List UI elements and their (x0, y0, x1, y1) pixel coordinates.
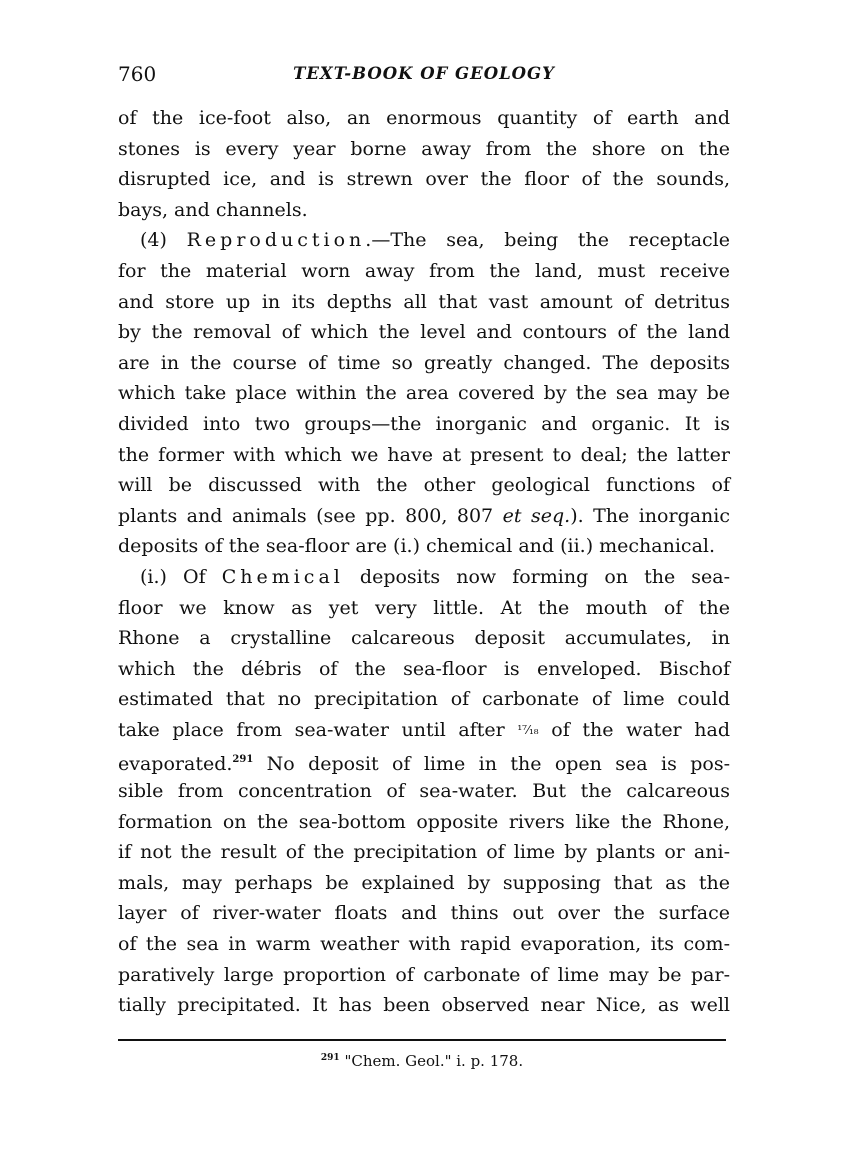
text-line (118, 715, 730, 746)
text-line: bays, and channels. (118, 198, 308, 221)
text-line: mals, may perhaps be explained by supposing that as the (118, 871, 730, 894)
text-line: will be discussed with the other geological functions of (118, 474, 730, 497)
text-line: floor we know as yet very little. At the mouth of the (118, 596, 730, 619)
text-line: stones is every year borne away from the shore on the (118, 137, 730, 160)
footnote-marker: 291 (320, 1053, 340, 1063)
text-fragment: ). The inorganic (570, 504, 731, 527)
text-line: Rhone a crystalline calcareous deposit accumulates, in (118, 627, 730, 650)
text-fragment: take place from sea-water until after (118, 718, 518, 741)
text-fragment: No deposit of lime in the open sea is pos- (253, 753, 730, 776)
text-line: divided into two groups—the inorganic and organic. It is (118, 412, 730, 435)
footnote-text: "Chem. Geol." i. p. 178. (344, 1052, 524, 1070)
text-line: and store up in its depths all that vast amount of detritus (118, 290, 730, 313)
text-line: which take place within the area covered by the sea may be (118, 382, 730, 405)
text-line (118, 745, 730, 776)
footnote (118, 1052, 726, 1070)
section-heading-reproduction: Reproduction (186, 229, 366, 252)
text-fragment: plants and animals (see pp. 800, 807 (118, 504, 503, 527)
text-line: formation on the sea-bottom opposite rivers like the Rhone, (118, 810, 730, 833)
text-line: of the ice-foot also, an enormous quantity of earth and (118, 107, 730, 129)
running-title: TEXT-BOOK OF GEOLOGY (293, 64, 555, 83)
page-header (118, 62, 730, 88)
footnote-divider (118, 1039, 726, 1041)
text-line: deposits of the sea-floor are (i.) chemical and (ii.) mechanical. (118, 535, 716, 558)
text-line (118, 562, 730, 593)
text-fragment: evaporated. (118, 753, 233, 776)
text-fragment: of the water had (538, 718, 730, 741)
text-line (118, 501, 730, 532)
text-line: for the material worn away from the land, must receive (118, 259, 730, 282)
fraction: ¹⁷⁄₁₈ (517, 722, 539, 737)
text-line: estimated that no precipitation of carbonate of lime could (118, 688, 730, 711)
text-fragment: .—The sea, being the receptacle (365, 229, 730, 252)
text-line: paratively large proportion of carbonate of lime may be par- (118, 963, 730, 986)
body-text (118, 103, 730, 1021)
text-line: by the removal of which the level and contours of the land (118, 321, 730, 344)
text-line: if not the result of the precipitation of lime by plants or ani- (118, 841, 730, 864)
text-line: of the sea in warm weather with rapid evaporation, its com- (118, 933, 730, 956)
footnote-reference[interactable]: 291 (232, 754, 254, 766)
text-line: layer of river-water floats and thins out over the surface (118, 902, 730, 925)
text-line: sible from concentration of sea-water. But the calcareous (118, 780, 730, 803)
text-line: tially precipitated. It has been observed near Nice, as well (118, 994, 730, 1017)
text-line: are in the course of time so greatly changed. The deposits (118, 351, 730, 374)
text-line: the former with which we have at present to deal; the latter (118, 443, 730, 466)
text-fragment: (4) (140, 229, 187, 252)
text-line: disrupted ice, and is strewn over the floor of the sounds, (118, 168, 730, 191)
text-fragment: (i.) Of (140, 565, 222, 588)
italic-text: et seq. (502, 504, 571, 527)
text-line: which the débris of the sea-floor is enveloped. Bischof (118, 657, 730, 680)
text-line (118, 225, 730, 256)
section-heading-chemical: Chemical (221, 565, 344, 588)
page-number: 760 (118, 62, 157, 86)
text-fragment: deposits now forming on the sea- (343, 565, 730, 588)
